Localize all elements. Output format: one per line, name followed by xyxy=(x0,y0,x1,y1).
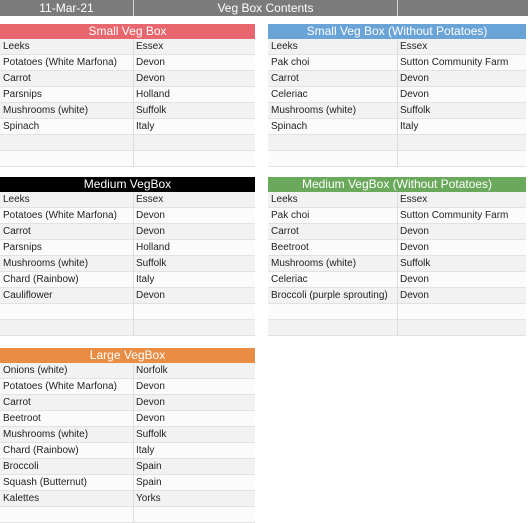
table-row xyxy=(0,55,255,71)
vegetable-cell[interactable]: Leeks xyxy=(271,41,298,52)
table-row xyxy=(0,240,255,256)
table-row xyxy=(0,363,255,379)
vegetable-cell[interactable]: Kalettes xyxy=(3,493,40,504)
table-row xyxy=(0,103,255,119)
table-row xyxy=(0,272,255,288)
column-divider xyxy=(133,119,134,134)
column-divider xyxy=(133,427,134,442)
table-row xyxy=(0,151,255,167)
column-divider xyxy=(397,87,398,102)
vegetable-cell[interactable]: Broccoli (purple sprouting) xyxy=(271,290,388,301)
table-row xyxy=(268,87,526,103)
table-row xyxy=(0,39,255,55)
column-divider xyxy=(397,151,398,166)
column-divider xyxy=(133,55,134,70)
empty-header-cell[interactable] xyxy=(398,0,528,16)
column-divider xyxy=(397,208,398,223)
column-divider xyxy=(133,87,134,102)
medium-vegbox-without-potatoes-panel xyxy=(268,177,526,336)
table-row xyxy=(0,507,255,523)
origin-cell[interactable]: Devon xyxy=(136,397,165,408)
origin-cell[interactable]: Devon xyxy=(400,226,429,237)
vegetable-cell[interactable]: Parsnips xyxy=(3,242,42,253)
table-row xyxy=(268,272,526,288)
table-row xyxy=(268,320,526,336)
table-row xyxy=(0,459,255,475)
column-divider xyxy=(397,192,398,207)
table-row xyxy=(268,208,526,224)
table-row xyxy=(0,475,255,491)
small-veg-box-title: Small Veg Box xyxy=(0,24,255,39)
origin-cell[interactable]: Sutton Community Farm xyxy=(400,57,509,68)
origin-cell[interactable]: Essex xyxy=(400,194,428,205)
column-divider xyxy=(133,443,134,458)
column-divider xyxy=(397,71,398,86)
column-divider xyxy=(397,39,398,54)
column-divider xyxy=(133,256,134,271)
vegetable-cell[interactable]: Mushrooms (white) xyxy=(3,258,89,269)
column-divider xyxy=(397,256,398,271)
table-row xyxy=(268,192,526,208)
table-row xyxy=(0,395,255,411)
small-veg-box-rows xyxy=(0,39,255,167)
origin-cell[interactable]: Devon xyxy=(400,242,429,253)
medium-vegbox-without-potatoes-rows xyxy=(268,192,526,336)
table-row xyxy=(0,135,255,151)
table-row xyxy=(268,304,526,320)
vegetable-cell[interactable]: Mushrooms (white) xyxy=(271,258,357,269)
origin-cell[interactable]: Suffolk xyxy=(136,105,167,116)
vegetable-cell[interactable]: Spinach xyxy=(3,121,40,132)
vegetable-cell[interactable]: Mushrooms (white) xyxy=(3,429,89,440)
column-divider xyxy=(133,363,134,378)
vegetable-cell[interactable]: Carrot xyxy=(271,73,299,84)
table-row xyxy=(268,256,526,272)
origin-cell[interactable]: Devon xyxy=(136,290,165,301)
column-divider xyxy=(133,103,134,118)
vegetable-cell[interactable]: Mushrooms (white) xyxy=(271,105,357,116)
origin-cell[interactable]: Suffolk xyxy=(136,429,167,440)
table-row xyxy=(0,379,255,395)
small-veg-box-panel xyxy=(0,24,255,167)
column-divider xyxy=(133,320,134,335)
vegetable-cell[interactable]: Potatoes (White Marfona) xyxy=(3,381,117,392)
column-divider xyxy=(133,135,134,150)
table-row xyxy=(0,256,255,272)
origin-cell[interactable]: Devon xyxy=(136,57,165,68)
medium-vegbox-rows xyxy=(0,192,255,336)
column-divider xyxy=(133,459,134,474)
table-row xyxy=(268,151,526,167)
origin-cell[interactable]: Devon xyxy=(136,210,165,221)
table-row xyxy=(0,320,255,336)
vegetable-cell[interactable]: Squash (Butternut) xyxy=(3,477,87,488)
origin-cell[interactable]: Devon xyxy=(400,89,429,100)
column-divider xyxy=(133,208,134,223)
large-vegbox-title: Large VegBox xyxy=(0,348,255,363)
medium-vegbox-without-potatoes-title: Medium VegBox (Without Potatoes) xyxy=(268,177,526,192)
column-divider xyxy=(133,411,134,426)
table-row xyxy=(268,103,526,119)
origin-cell[interactable]: Essex xyxy=(136,194,164,205)
table-row xyxy=(0,192,255,208)
vegetable-cell[interactable]: Parsnips xyxy=(3,89,42,100)
vegetable-cell[interactable]: Pak choi xyxy=(271,210,310,221)
vegetable-cell[interactable]: Carrot xyxy=(271,226,299,237)
column-divider xyxy=(397,103,398,118)
origin-cell[interactable]: Yorks xyxy=(136,493,161,504)
vegetable-cell[interactable]: Carrot xyxy=(3,73,31,84)
vegetable-cell[interactable]: Broccoli xyxy=(3,461,39,472)
column-divider xyxy=(133,304,134,319)
table-row xyxy=(0,304,255,320)
table-row xyxy=(268,55,526,71)
column-divider xyxy=(133,491,134,506)
header-bar xyxy=(0,0,528,16)
origin-cell[interactable]: Italy xyxy=(136,274,155,285)
column-divider xyxy=(397,320,398,335)
origin-cell[interactable]: Suffolk xyxy=(136,258,167,269)
vegetable-cell[interactable]: Pak choi xyxy=(271,57,310,68)
table-row xyxy=(0,427,255,443)
column-divider xyxy=(133,151,134,166)
origin-cell[interactable]: Spain xyxy=(136,477,162,488)
medium-vegbox-title: Medium VegBox xyxy=(0,177,255,192)
vegetable-cell[interactable]: Leeks xyxy=(3,41,30,52)
origin-cell[interactable]: Holland xyxy=(136,242,170,253)
vegetable-cell[interactable]: Carrot xyxy=(3,397,31,408)
column-divider xyxy=(397,119,398,134)
column-divider xyxy=(397,288,398,303)
table-row xyxy=(0,411,255,427)
table-row xyxy=(268,119,526,135)
table-row xyxy=(0,208,255,224)
vegetable-cell[interactable]: Cauliflower xyxy=(3,290,53,301)
vegetable-cell[interactable]: Spinach xyxy=(271,121,308,132)
vegetable-cell[interactable]: Celeriac xyxy=(271,274,308,285)
column-divider xyxy=(133,192,134,207)
vegetable-cell[interactable]: Chard (Rainbow) xyxy=(3,274,79,285)
date-cell[interactable]: 11-Mar-21 xyxy=(0,0,134,16)
origin-cell[interactable]: Devon xyxy=(136,413,165,424)
vegetable-cell[interactable]: Beetroot xyxy=(271,242,309,253)
column-divider xyxy=(133,395,134,410)
table-row xyxy=(0,119,255,135)
origin-cell[interactable]: Devon xyxy=(400,274,429,285)
column-divider xyxy=(133,475,134,490)
origin-cell[interactable]: Essex xyxy=(136,41,164,52)
column-divider xyxy=(133,39,134,54)
table-row xyxy=(0,87,255,103)
small-veg-box-without-potatoes-title: Small Veg Box (Without Potatoes) xyxy=(268,24,526,39)
origin-cell[interactable]: Italy xyxy=(136,121,155,132)
column-divider xyxy=(397,224,398,239)
table-row xyxy=(0,491,255,507)
vegetable-cell[interactable]: Mushrooms (white) xyxy=(3,105,89,116)
large-vegbox-rows xyxy=(0,363,255,523)
origin-cell[interactable]: Devon xyxy=(400,290,429,301)
column-divider xyxy=(397,272,398,287)
origin-cell[interactable]: Essex xyxy=(400,41,428,52)
origin-cell[interactable]: Devon xyxy=(136,381,165,392)
vegetable-cell[interactable]: Leeks xyxy=(271,194,298,205)
vegetable-cell[interactable]: Celeriac xyxy=(271,89,308,100)
vegetable-cell[interactable]: Potatoes (White Marfona) xyxy=(3,57,117,68)
origin-cell[interactable]: Suffolk xyxy=(400,105,431,116)
table-row xyxy=(268,135,526,151)
origin-cell[interactable]: Italy xyxy=(136,445,155,456)
table-row xyxy=(0,288,255,304)
vegetable-cell[interactable]: Carrot xyxy=(3,226,31,237)
table-row xyxy=(268,71,526,87)
table-row xyxy=(268,240,526,256)
small-veg-box-without-potatoes-panel xyxy=(268,24,526,167)
vegetable-cell[interactable]: Potatoes (White Marfona) xyxy=(3,210,117,221)
large-vegbox-panel xyxy=(0,348,255,523)
column-divider xyxy=(397,304,398,319)
origin-cell[interactable]: Norfolk xyxy=(136,365,168,376)
table-row xyxy=(0,71,255,87)
column-divider xyxy=(397,135,398,150)
column-divider xyxy=(133,240,134,255)
origin-cell[interactable]: Sutton Community Farm xyxy=(400,210,509,221)
medium-vegbox-panel xyxy=(0,177,255,336)
table-row xyxy=(0,224,255,240)
column-divider xyxy=(397,55,398,70)
origin-cell[interactable]: Italy xyxy=(400,121,419,132)
vegetable-cell[interactable]: Beetroot xyxy=(3,413,41,424)
column-divider xyxy=(133,71,134,86)
table-row xyxy=(268,288,526,304)
vegetable-cell[interactable]: Chard (Rainbow) xyxy=(3,445,79,456)
table-row xyxy=(268,224,526,240)
origin-cell[interactable]: Holland xyxy=(136,89,170,100)
origin-cell[interactable]: Spain xyxy=(136,461,162,472)
column-divider xyxy=(133,224,134,239)
title-cell[interactable]: Veg Box Contents xyxy=(134,0,398,16)
origin-cell[interactable]: Devon xyxy=(136,226,165,237)
vegetable-cell[interactable]: Onions (white) xyxy=(3,365,68,376)
small-veg-box-without-potatoes-rows xyxy=(268,39,526,167)
origin-cell[interactable]: Suffolk xyxy=(400,258,431,269)
table-row xyxy=(268,39,526,55)
column-divider xyxy=(133,288,134,303)
column-divider xyxy=(397,240,398,255)
vegetable-cell[interactable]: Leeks xyxy=(3,194,30,205)
origin-cell[interactable]: Devon xyxy=(136,73,165,84)
column-divider xyxy=(133,272,134,287)
column-divider xyxy=(133,379,134,394)
origin-cell[interactable]: Devon xyxy=(400,73,429,84)
table-row xyxy=(0,443,255,459)
column-divider xyxy=(133,507,134,522)
